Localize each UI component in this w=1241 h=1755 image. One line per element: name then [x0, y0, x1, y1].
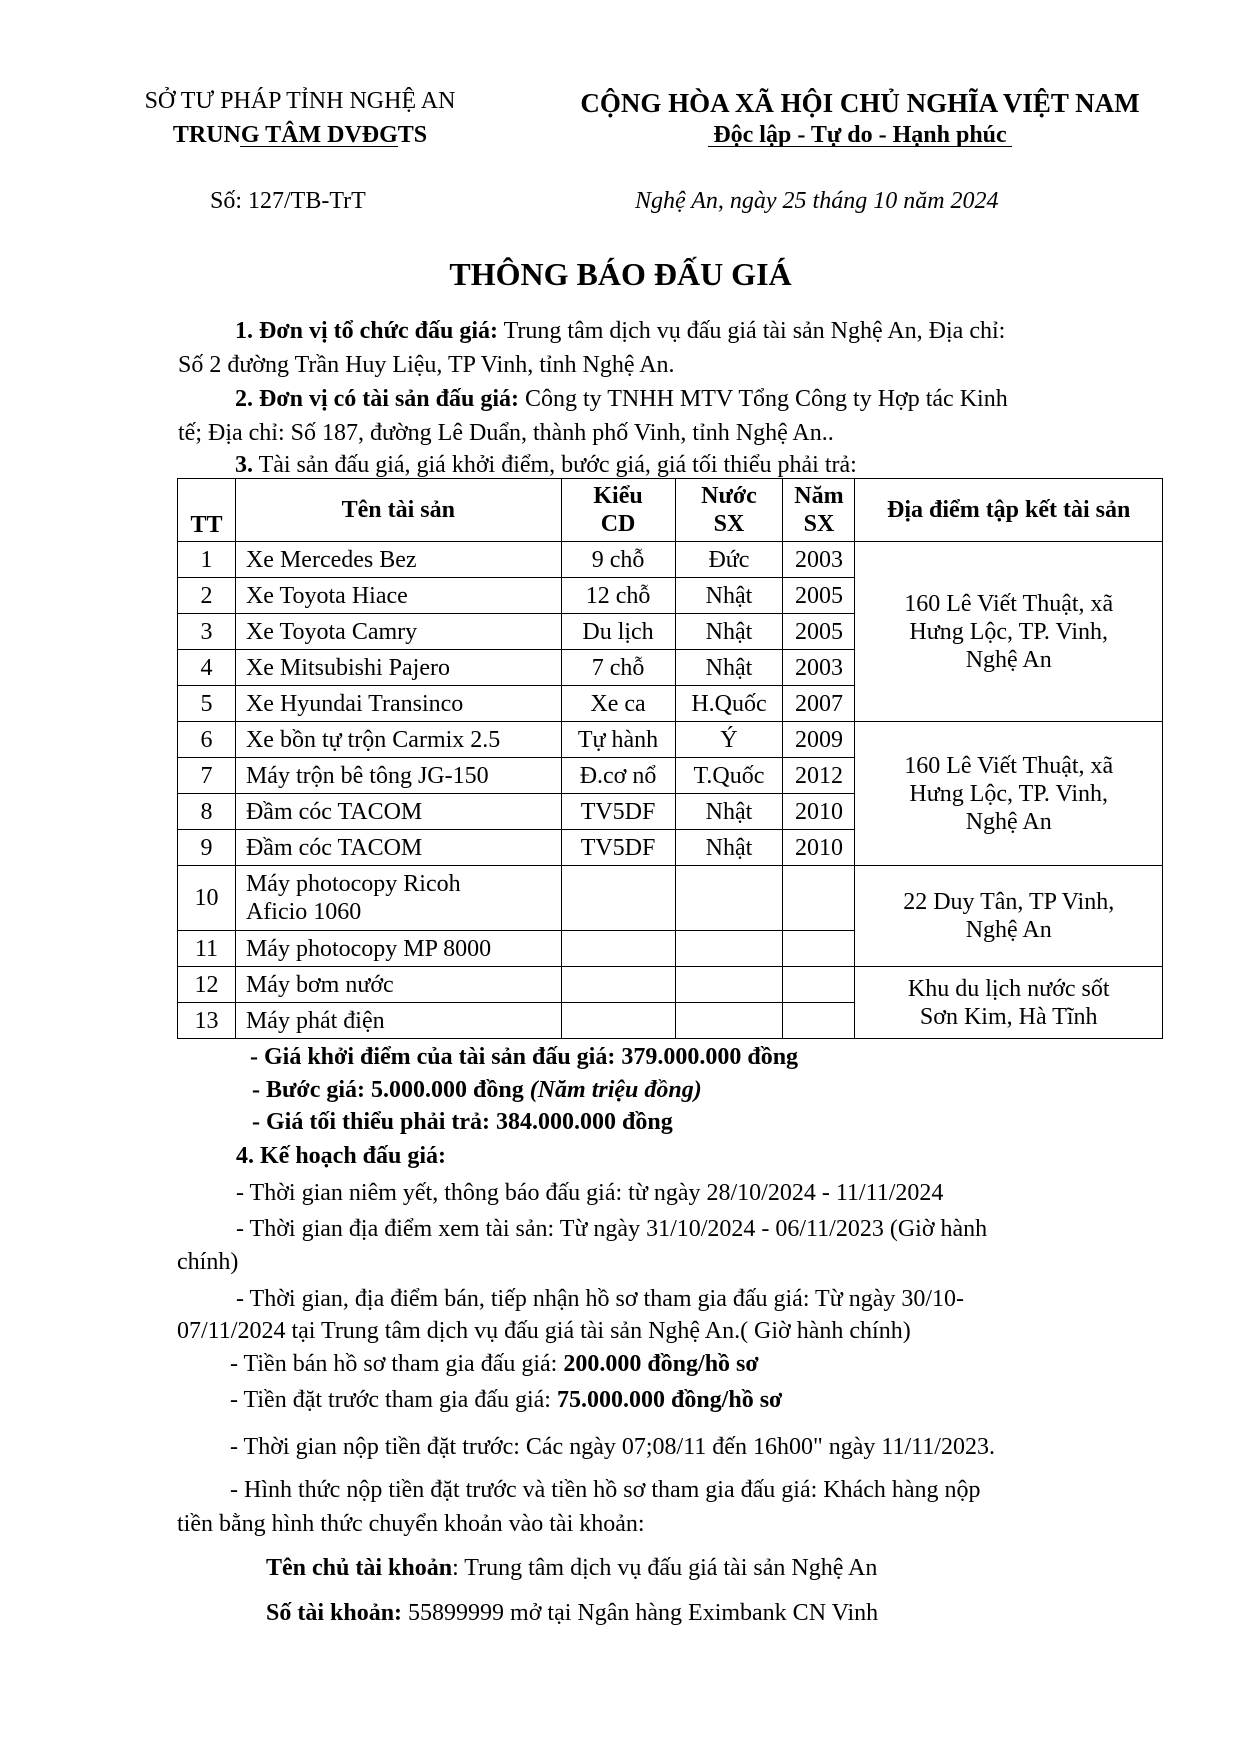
cell-type: Tự hành	[561, 722, 675, 758]
min-price: - Giá tối thiểu phải trả: 384.000.000 đồng	[252, 1109, 673, 1135]
cell-tt: 10	[178, 866, 236, 931]
cell-year: 2012	[783, 758, 855, 794]
header-type-l2: CD	[600, 511, 636, 537]
cell-name: Đầm cóc TACOM	[235, 830, 561, 866]
cell-type: 9 chỗ	[561, 542, 675, 578]
table-header-row	[178, 479, 1163, 542]
page-title: THÔNG BÁO ĐẤU GIÁ	[449, 256, 792, 292]
header-country	[675, 479, 783, 542]
location-2-line-3: Nghệ An	[965, 808, 1052, 835]
section-4-item-5	[230, 1387, 782, 1414]
account-name-value: : Trung tâm dịch vụ đấu giá tài sản Nghệ An	[452, 1555, 878, 1581]
cell-name	[235, 866, 561, 931]
section-4-item-5-value: 75.000.000 đồng/hồ sơ	[556, 1387, 783, 1413]
cell-country	[675, 931, 783, 967]
cell-tt: 8	[178, 794, 236, 830]
location-2-line-1: 160 Lê Viết Thuật, xã	[904, 752, 1114, 779]
cell-tt: 7	[178, 758, 236, 794]
location-3-line-1: 22 Duy Tân, TP Vinh,	[903, 889, 1115, 915]
cell-tt: 11	[178, 931, 236, 967]
account-name-label: Tên chủ tài khoản	[266, 1555, 453, 1581]
cell-year: 2010	[783, 830, 855, 866]
start-price	[250, 1044, 798, 1071]
cell-year: 2005	[783, 614, 855, 650]
cell-name: Máy bơm nước	[235, 967, 561, 1003]
cell-location-group-1	[855, 542, 1163, 722]
section-1-text: Trung tâm dịch vụ đấu giá tài sản Nghệ An, Địa chỉ:	[498, 318, 1006, 344]
section-2-text-2: tế; Địa chỉ: Số 187, đường Lê Duẩn, thành phố Vinh, tỉnh Nghệ An..	[178, 420, 834, 446]
table-row	[178, 542, 1163, 578]
cell-type: Xe ca	[561, 686, 675, 722]
asset-table	[177, 478, 1163, 1039]
cell-tt: 1	[178, 542, 236, 578]
section-1-label: 1. Đơn vị tổ chức đấu giá:	[235, 318, 499, 344]
motto-underline	[708, 146, 1012, 147]
cell-tt: 6	[178, 722, 236, 758]
cell-type: 12 chỗ	[561, 578, 675, 614]
cell-tt: 13	[178, 1003, 236, 1039]
cell-year: 2010	[783, 794, 855, 830]
cell-name: Xe Toyota Hiace	[235, 578, 561, 614]
cell-country: Nhật	[675, 650, 783, 686]
cell-country: T.Quốc	[675, 758, 783, 794]
section-4-item-7-cont: tiền bằng hình thức chuyển khoản vào tài khoản:	[177, 1511, 645, 1537]
agency-underline	[240, 146, 398, 147]
location-2-line-2: Hưng Lộc, TP. Vinh,	[909, 780, 1109, 807]
cell-year	[783, 931, 855, 967]
cell-type: TV5DF	[561, 830, 675, 866]
header-year-l2: SX	[803, 511, 835, 537]
account-number-value: 55899999 mở tại Ngân hàng Eximbank CN Vinh	[402, 1600, 879, 1626]
table-row	[178, 722, 1163, 758]
cell-location-group-2	[855, 722, 1163, 866]
header-tt: TT	[178, 479, 236, 542]
cell-tt: 5	[178, 686, 236, 722]
location-4-line-1: Khu du lịch nước sốt	[907, 975, 1110, 1002]
account-name	[266, 1555, 877, 1582]
cell-country: Nhật	[675, 578, 783, 614]
cell-tt: 3	[178, 614, 236, 650]
header-year-l1: Năm	[794, 483, 844, 509]
account-number	[266, 1600, 878, 1627]
cell-tt: 4	[178, 650, 236, 686]
location-4-line-2: Sơn Kim, Hà Tĩnh	[919, 1003, 1098, 1030]
cell-country: Nhật	[675, 830, 783, 866]
cell-type: Du lịch	[561, 614, 675, 650]
account-number-label: Số tài khoản:	[266, 1600, 403, 1626]
cell-type: 7 chỗ	[561, 650, 675, 686]
location-3-line-2: Nghệ An	[965, 917, 1052, 943]
cell-type: Đ.cơ nổ	[561, 758, 675, 794]
cell-year: 2007	[783, 686, 855, 722]
header-type	[561, 479, 675, 542]
nation-motto: Độc lập - Tự do - Hạnh phúc	[713, 122, 1007, 148]
header-type-l1: Kiểu	[593, 483, 643, 509]
place-date: Nghệ An, ngày 25 tháng 10 năm 2024	[635, 188, 999, 214]
cell-type	[561, 866, 675, 931]
cell-country: Nhật	[675, 794, 783, 830]
header-year	[783, 479, 855, 542]
cell-country: Ý	[675, 722, 783, 758]
cell-year: 2009	[783, 722, 855, 758]
section-2-label: 2. Đơn vị có tài sản đấu giá:	[235, 386, 519, 412]
cell-year: 2003	[783, 650, 855, 686]
section-4-item-3: - Thời gian, địa điểm bán, tiếp nhận hồ sơ tham gia đấu giá: Từ ngày 30/10-	[236, 1286, 965, 1312]
header-name: Tên tài sản	[235, 479, 561, 542]
section-4-item-4-value: 200.000 đồng/hồ sơ	[563, 1351, 759, 1377]
table-row	[178, 967, 1163, 1003]
cell-name-line-1: Máy photocopy Ricoh	[245, 871, 461, 897]
section-4-item-2-cont: chính)	[177, 1249, 239, 1275]
section-3	[178, 448, 1128, 482]
header-location: Địa điểm tập kết tài sản	[855, 479, 1163, 542]
cell-location-group-4	[855, 967, 1163, 1039]
section-4-item-7: - Hình thức nộp tiền đặt trước và tiền hồ sơ tham gia đấu giá: Khách hàng nộp	[230, 1477, 981, 1503]
start-price-label: - Giá khởi điểm của tài sản đấu giá	[250, 1044, 608, 1070]
section-2	[178, 382, 1128, 450]
section-1	[178, 314, 1128, 382]
agency-unit	[100, 122, 500, 149]
header-country-l1: Nước	[701, 483, 757, 509]
cell-year	[783, 1003, 855, 1039]
section-4-item-2: - Thời gian địa điểm xem tài sản: Từ ngày 31/10/2024 - 06/11/2023 (Giờ hành	[236, 1216, 988, 1242]
section-3-label: 3.	[235, 452, 253, 478]
cell-year: 2005	[783, 578, 855, 614]
cell-name: Xe bồn tự trộn Carmix 2.5	[235, 722, 561, 758]
cell-type	[561, 931, 675, 967]
nation-title: CỘNG HÒA XÃ HỘI CHỦ NGHĨA VIỆT NAM	[580, 88, 1140, 118]
cell-name: Xe Toyota Camry	[235, 614, 561, 650]
location-1-line-3: Nghệ An	[965, 646, 1052, 673]
section-4-item-3-cont: 07/11/2024 tại Trung tâm dịch vụ đấu giá tài sản Nghệ An.( Giờ hành chính)	[177, 1318, 911, 1344]
cell-name-line-2: Aficio 1060	[245, 899, 362, 925]
step-price-label: - Bước giá	[252, 1077, 358, 1103]
section-1-text-2: Số 2 đường Trần Huy Liệu, TP Vinh, tỉnh Nghệ An.	[178, 352, 675, 378]
cell-name: Xe Mitsubishi Pajero	[235, 650, 561, 686]
cell-name: Xe Mercedes Bez	[235, 542, 561, 578]
agency-name: SỞ TƯ PHÁP TỈNH NGHỆ AN	[144, 88, 456, 114]
step-price-value: : 5.000.000 đồng	[357, 1077, 524, 1103]
section-4-item-4	[230, 1351, 759, 1378]
cell-tt: 9	[178, 830, 236, 866]
cell-type	[561, 967, 675, 1003]
section-4-item-1: - Thời gian niêm yết, thông báo đấu giá: từ ngày 28/10/2024 - 11/11/2024	[236, 1180, 944, 1206]
step-price	[252, 1077, 702, 1104]
section-4-item-6: - Thời gian nộp tiền đặt trước: Các ngày 07;08/11 đến 16h00" ngày 11/11/2023.	[230, 1434, 995, 1460]
section-2-text: Công ty TNHH MTV Tổng Công ty Hợp tác Kinh	[519, 386, 1008, 412]
cell-name: Đầm cóc TACOM	[235, 794, 561, 830]
cell-year	[783, 866, 855, 931]
cell-country	[675, 866, 783, 931]
cell-year	[783, 967, 855, 1003]
agency-unit-text: TRUNG TÂM DVĐGTS	[172, 122, 428, 148]
cell-tt: 2	[178, 578, 236, 614]
section-4-label: 4. Kế hoạch đấu giá:	[236, 1143, 447, 1169]
cell-name: Máy phát điện	[235, 1003, 561, 1039]
cell-location-group-3	[855, 866, 1163, 967]
cell-country: Nhật	[675, 614, 783, 650]
header-country-l2: SX	[713, 511, 745, 537]
start-price-value: : 379.000.000 đồng	[607, 1044, 799, 1070]
table-row	[178, 866, 1163, 931]
cell-year: 2003	[783, 542, 855, 578]
cell-type	[561, 1003, 675, 1039]
cell-name: Máy photocopy MP 8000	[235, 931, 561, 967]
location-1-line-1: 160 Lê Viết Thuật, xã	[904, 590, 1114, 617]
location-1-line-2: Hưng Lộc, TP. Vinh,	[909, 618, 1109, 645]
section-4-item-4-text: - Tiền bán hồ sơ tham gia đấu giá:	[230, 1351, 564, 1377]
section-3-text: Tài sản đấu giá, giá khởi điểm, bước giá, giá tối thiểu phải trả:	[253, 452, 857, 478]
cell-tt: 12	[178, 967, 236, 1003]
cell-type: TV5DF	[561, 794, 675, 830]
step-price-words: (Năm triệu đồng)	[523, 1077, 702, 1103]
cell-country	[675, 967, 783, 1003]
section-4-item-5-text: - Tiền đặt trước tham gia đấu giá:	[230, 1387, 557, 1413]
doc-number: Số: 127/TB-TrT	[210, 188, 366, 214]
cell-country: H.Quốc	[675, 686, 783, 722]
cell-name: Máy trộn bê tông JG-150	[235, 758, 561, 794]
cell-country	[675, 1003, 783, 1039]
cell-name: Xe Hyundai Transinco	[235, 686, 561, 722]
cell-country: Đức	[675, 542, 783, 578]
